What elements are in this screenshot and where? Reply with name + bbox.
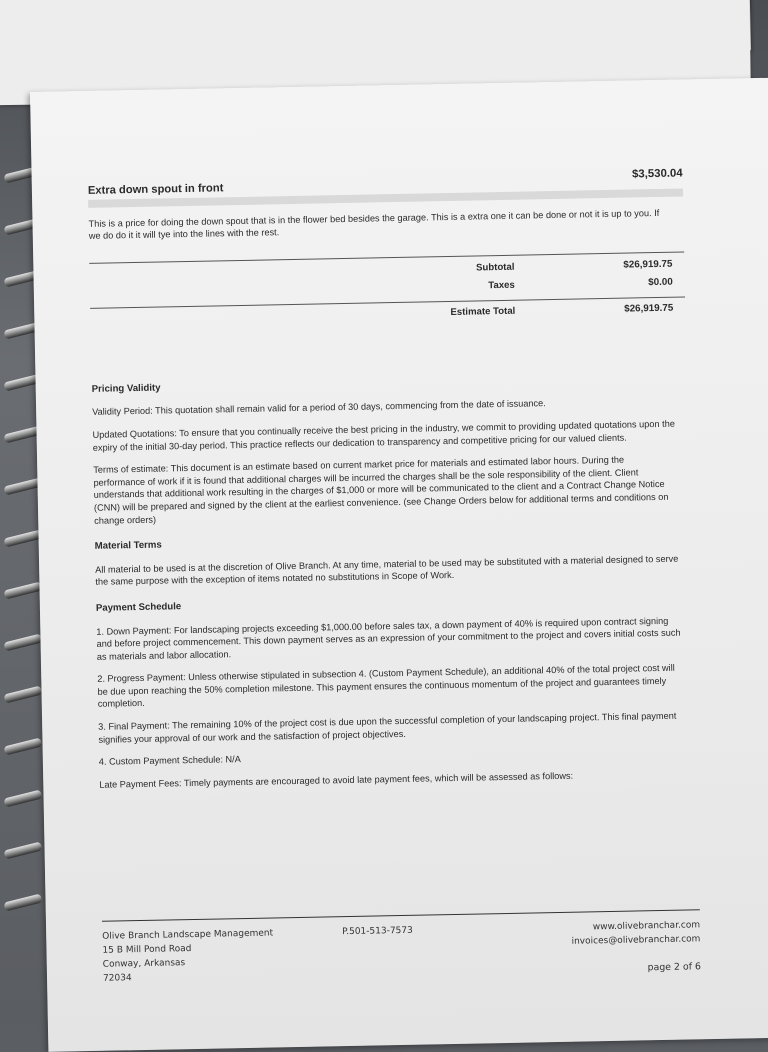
footer-website: www.olivebranchar.com xyxy=(592,920,701,933)
payment-item: 4. Custom Payment Schedule: N/A xyxy=(98,754,241,768)
binding-coil xyxy=(3,842,42,860)
binding-coil xyxy=(3,790,42,808)
footer-contact-block xyxy=(571,918,700,948)
binding-coil xyxy=(3,686,42,704)
payment-item: 2. Progress Payment: Unless otherwise stipulated in subsection 4. (Custom Payment Schedule), an additional 40% of the total project cost will be due upon reaching the 50% completion milestone. This payment ensures the continuous momentum of the project and guarantees timely completion. xyxy=(97,663,675,710)
taxes-label: Taxes xyxy=(488,279,515,292)
footer-address-line2: Conway, Arkansas xyxy=(102,958,186,970)
pricing-validity-heading: Pricing Validity xyxy=(91,382,161,395)
estimate-total-label: Estimate Total xyxy=(450,305,516,318)
footer-address-block xyxy=(102,926,274,985)
binding-coil xyxy=(3,634,42,652)
line-item-price: $3,530.04 xyxy=(631,167,683,181)
terms-of-estimate-text: Terms of estimate: This document is an estimate based on current market price for materials and estimated labor hours. During the performance of work if it is found that additional charges will be incurred the charges shall be the sole responsibility of the client. Client understands that additional work resulting in the charges of $1,000 or more will be communicated to the client and a Contract Change Notice (CNN) will be prepared and signed by the client at the earliest convenience. (see Change Orders below for additional terms and conditions on change orders) xyxy=(93,454,669,526)
subtotal-value: $26,919.75 xyxy=(623,258,673,271)
updated-quotations-text: Updated Quotations: To ensure that you continually receive the best pricing in the industry, we commit to providing updated quotations upon the expiry of the initial 30-day period. This practice reflects our dedication to transparency and competitive pricing for our valued clients. xyxy=(92,418,675,453)
subtotal-label: Subtotal xyxy=(475,261,515,274)
line-item-title: Extra down spout in front xyxy=(87,182,224,197)
estimate-total-value: $26,919.75 xyxy=(624,302,674,315)
material-terms-text: All material to be used is at the discretion of Olive Branch. At any time, material to be used may be substituted with a material designed to serve the same purpose with the exception of items notated no substitutions in Scope of Work. xyxy=(95,553,679,588)
payment-item: 3. Final Payment: The remaining 10% of the project cost is due upon the successful completion of your landscaping project. This final payment signifies your approval of our work and the satisfaction of project objectives. xyxy=(98,710,677,745)
validity-period-text: Validity Period: This quotation shall remain valid for a period of 30 days, commencing from the date of issuance. xyxy=(92,398,546,418)
payment-item: 1. Down Payment: For landscaping projects exceeding $1,000.00 before sales tax, a down payment of 40% is required upon contract signing and before project commencement. This down payment serves as an expression of your commitment to the project and covers initial costs such as materials and labor allocation. xyxy=(96,615,681,662)
footer-company-name: Olive Branch Landscape Management xyxy=(102,928,274,942)
binding-coil xyxy=(3,582,42,600)
footer-zip: 72034 xyxy=(102,973,132,984)
page-footer xyxy=(102,909,702,984)
footer-address-line1: 15 B Mill Pond Road xyxy=(102,944,192,956)
binding-coil xyxy=(3,894,42,912)
line-item-description: This is a price for doing the down spout that is in the flower bed besides the garage. This is a extra one it can be done or not it is up to you. If we do do it it will tye into the lines with the rest. xyxy=(88,207,660,242)
payment-schedule-heading: Payment Schedule xyxy=(95,601,182,614)
totals-block xyxy=(89,251,685,343)
binding-coil xyxy=(3,530,42,548)
material-terms-heading: Material Terms xyxy=(94,539,162,552)
footer-email: invoices@olivebranchar.com xyxy=(571,934,701,947)
document-content xyxy=(88,167,695,791)
taxes-value: $0.00 xyxy=(648,276,673,288)
binding-coil xyxy=(3,738,42,756)
footer-phone: P.501-513-7573 xyxy=(342,925,413,938)
document-page xyxy=(30,77,768,1051)
page-number: page 2 of 6 xyxy=(647,961,702,974)
late-payment-fees-text: Late Payment Fees: Timely payments are encouraged to avoid late payment fees, which will be assessed as follows: xyxy=(99,770,574,790)
